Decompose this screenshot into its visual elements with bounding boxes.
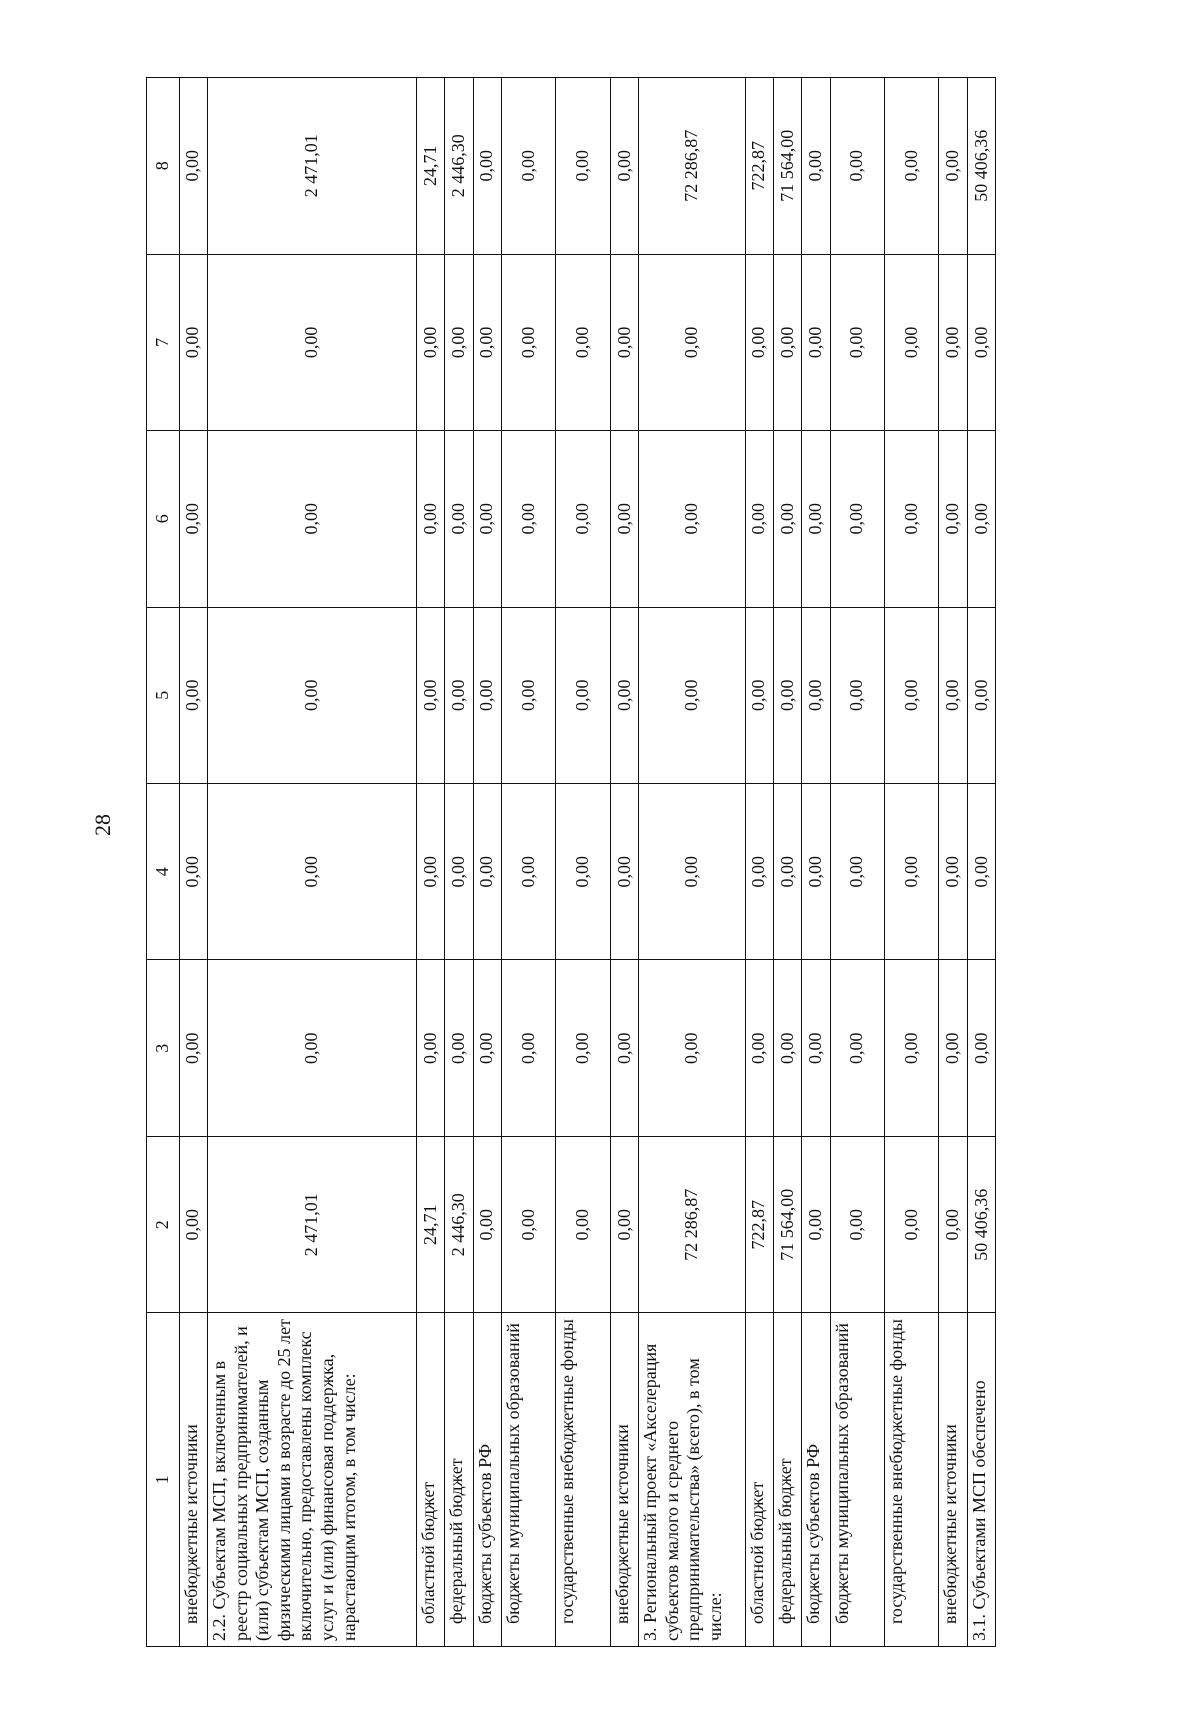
value-cell: 0,00	[610, 960, 638, 1136]
value-cell: 2 446,30	[445, 78, 473, 255]
value-cell: 0,00	[207, 254, 416, 430]
value-cell: 0,00	[745, 254, 773, 430]
row-label: бюджеты муниципальных образований	[501, 1313, 555, 1647]
table-row	[638, 78, 745, 1647]
value-cell: 0,00	[179, 431, 207, 607]
table-row	[610, 78, 638, 1647]
table-row	[416, 78, 444, 1647]
value-cell: 50 406,36	[967, 78, 995, 255]
value-cell: 0,00	[830, 431, 884, 607]
row-label: 2.2. Субъектам МСП, включенным в реестр социальных предпринимателей, и (или) субъектам МСП, созданным физическими лицами в возрасте до 25 лет включительно, предоставлены комплекс услуг и (или) финансовая поддержка, нарастающим итогом, в том числе:	[207, 1313, 416, 1647]
row-label: федеральный бюджет	[445, 1313, 473, 1647]
value-cell: 0,00	[967, 784, 995, 960]
value-cell: 722,87	[745, 1136, 773, 1312]
value-cell: 0,00	[473, 960, 501, 1136]
value-cell: 0,00	[939, 784, 967, 960]
value-cell: 0,00	[773, 960, 801, 1136]
row-label: государственные внебюджетные фонды	[556, 1313, 610, 1647]
value-cell: 0,00	[445, 431, 473, 607]
value-cell: 0,00	[745, 784, 773, 960]
row-label: бюджеты субъектов РФ	[473, 1313, 501, 1647]
row-label: бюджеты субъектов РФ	[802, 1313, 830, 1647]
row-label: федеральный бюджет	[773, 1313, 801, 1647]
value-cell: 0,00	[830, 960, 884, 1136]
value-cell: 0,00	[802, 1136, 830, 1312]
table-row	[556, 78, 610, 1647]
value-cell: 0,00	[967, 431, 995, 607]
value-cell: 0,00	[473, 254, 501, 430]
value-cell: 0,00	[638, 431, 745, 607]
value-cell: 0,00	[830, 78, 884, 255]
value-cell: 0,00	[638, 607, 745, 783]
value-cell: 0,00	[802, 784, 830, 960]
value-cell: 0,00	[207, 607, 416, 783]
table-row	[939, 78, 967, 1647]
row-label: 3.1. Субъектами МСП обеспечено	[967, 1313, 995, 1647]
value-cell: 2 471,01	[207, 78, 416, 255]
value-cell: 0,00	[830, 784, 884, 960]
value-cell: 0,00	[939, 431, 967, 607]
value-cell: 0,00	[884, 1136, 938, 1312]
value-cell: 71 564,00	[773, 1136, 801, 1312]
value-cell: 72 286,87	[638, 1136, 745, 1312]
header-cell: 5	[147, 607, 180, 783]
value-cell: 0,00	[179, 607, 207, 783]
row-label: внебюджетные источники	[179, 1313, 207, 1647]
value-cell: 0,00	[501, 784, 555, 960]
value-cell: 0,00	[610, 254, 638, 430]
row-label: внебюджетные источники	[610, 1313, 638, 1647]
value-cell: 0,00	[445, 960, 473, 1136]
value-cell: 0,00	[556, 784, 610, 960]
header-cell: 3	[147, 960, 180, 1136]
table-row	[884, 78, 938, 1647]
value-cell: 0,00	[610, 78, 638, 255]
value-cell: 0,00	[802, 607, 830, 783]
value-cell: 0,00	[416, 431, 444, 607]
value-cell: 0,00	[773, 607, 801, 783]
value-cell: 0,00	[556, 78, 610, 255]
value-cell: 0,00	[967, 607, 995, 783]
header-cell: 7	[147, 254, 180, 430]
value-cell: 0,00	[745, 431, 773, 607]
value-cell: 0,00	[610, 607, 638, 783]
value-cell: 0,00	[556, 960, 610, 1136]
value-cell: 0,00	[939, 607, 967, 783]
value-cell: 0,00	[638, 254, 745, 430]
value-cell: 0,00	[802, 431, 830, 607]
budget-table	[146, 77, 996, 1647]
value-cell: 2 471,01	[207, 1136, 416, 1312]
value-cell: 0,00	[802, 960, 830, 1136]
value-cell: 0,00	[473, 1136, 501, 1312]
value-cell: 0,00	[556, 607, 610, 783]
value-cell: 0,00	[416, 960, 444, 1136]
value-cell: 0,00	[884, 78, 938, 255]
value-cell: 0,00	[745, 607, 773, 783]
table-row	[445, 78, 473, 1647]
value-cell: 24,71	[416, 78, 444, 255]
table-row	[830, 78, 884, 1647]
value-cell: 0,00	[416, 254, 444, 430]
value-cell: 0,00	[802, 254, 830, 430]
value-cell: 722,87	[745, 78, 773, 255]
value-cell: 0,00	[473, 607, 501, 783]
value-cell: 0,00	[884, 431, 938, 607]
value-cell: 0,00	[416, 607, 444, 783]
value-cell: 0,00	[830, 607, 884, 783]
table-row	[773, 78, 801, 1647]
value-cell: 0,00	[884, 960, 938, 1136]
value-cell: 0,00	[473, 431, 501, 607]
value-cell: 0,00	[967, 960, 995, 1136]
table-row	[473, 78, 501, 1647]
value-cell: 71 564,00	[773, 78, 801, 255]
row-label: бюджеты муниципальных образований	[830, 1313, 884, 1647]
value-cell: 0,00	[939, 254, 967, 430]
value-cell: 0,00	[473, 78, 501, 255]
table-row	[207, 78, 416, 1647]
value-cell: 0,00	[179, 254, 207, 430]
row-label: внебюджетные источники	[939, 1313, 967, 1647]
value-cell: 0,00	[207, 784, 416, 960]
value-cell: 0,00	[445, 607, 473, 783]
value-cell: 0,00	[638, 784, 745, 960]
value-cell: 0,00	[610, 1136, 638, 1312]
page-number: 28	[90, 814, 115, 836]
value-cell: 0,00	[830, 1136, 884, 1312]
value-cell: 0,00	[556, 431, 610, 607]
value-cell: 0,00	[207, 960, 416, 1136]
value-cell: 0,00	[556, 254, 610, 430]
value-cell: 0,00	[939, 78, 967, 255]
value-cell: 0,00	[445, 254, 473, 430]
value-cell: 0,00	[638, 960, 745, 1136]
value-cell: 0,00	[830, 254, 884, 430]
value-cell: 0,00	[207, 431, 416, 607]
value-cell: 0,00	[179, 78, 207, 255]
value-cell: 0,00	[745, 960, 773, 1136]
table-row	[967, 78, 995, 1647]
header-cell: 8	[147, 78, 180, 255]
value-cell: 72 286,87	[638, 78, 745, 255]
value-cell: 0,00	[884, 607, 938, 783]
table-row	[179, 78, 207, 1647]
value-cell: 0,00	[501, 254, 555, 430]
value-cell: 0,00	[773, 254, 801, 430]
value-cell: 0,00	[556, 1136, 610, 1312]
value-cell: 0,00	[610, 431, 638, 607]
rotated-table-container	[146, 77, 996, 1647]
value-cell: 24,71	[416, 1136, 444, 1312]
value-cell: 0,00	[884, 254, 938, 430]
table-body	[147, 78, 996, 1647]
header-row	[147, 78, 180, 1647]
header-cell: 6	[147, 431, 180, 607]
value-cell: 0,00	[501, 78, 555, 255]
value-cell: 0,00	[473, 784, 501, 960]
header-cell: 4	[147, 784, 180, 960]
value-cell: 0,00	[610, 784, 638, 960]
value-cell: 0,00	[501, 607, 555, 783]
value-cell: 0,00	[179, 784, 207, 960]
header-cell: 1	[147, 1313, 180, 1647]
value-cell: 0,00	[445, 784, 473, 960]
table-row	[802, 78, 830, 1647]
value-cell: 0,00	[501, 960, 555, 1136]
value-cell: 0,00	[884, 784, 938, 960]
value-cell: 0,00	[501, 431, 555, 607]
value-cell: 50 406,36	[967, 1136, 995, 1312]
value-cell: 0,00	[416, 784, 444, 960]
row-label: государственные внебюджетные фонды	[884, 1313, 938, 1647]
value-cell: 0,00	[939, 960, 967, 1136]
value-cell: 0,00	[802, 78, 830, 255]
value-cell: 0,00	[967, 254, 995, 430]
value-cell: 2 446,30	[445, 1136, 473, 1312]
value-cell: 0,00	[179, 1136, 207, 1312]
value-cell: 0,00	[179, 960, 207, 1136]
value-cell: 0,00	[773, 431, 801, 607]
row-label: областной бюджет	[745, 1313, 773, 1647]
value-cell: 0,00	[773, 784, 801, 960]
header-cell: 2	[147, 1136, 180, 1312]
value-cell: 0,00	[501, 1136, 555, 1312]
table-row	[501, 78, 555, 1647]
value-cell: 0,00	[939, 1136, 967, 1312]
table-row	[745, 78, 773, 1647]
row-label: 3. Региональный проект «Акселерация субъектов малого и среднего предпринимательства» (всего), в том числе:	[638, 1313, 745, 1647]
row-label: областной бюджет	[416, 1313, 444, 1647]
